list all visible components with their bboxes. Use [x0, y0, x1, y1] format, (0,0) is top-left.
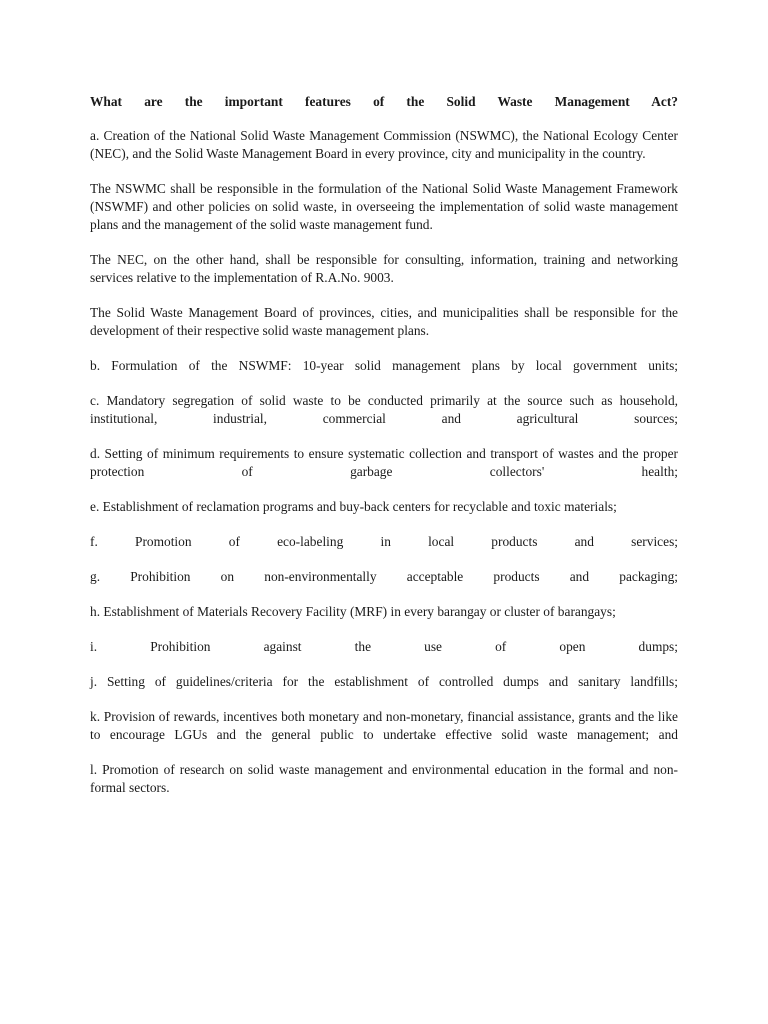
paragraph-d: d. Setting of minimum requirements to ensure systematic collection and transport of wastes and the proper protection of garbage collectors' health; [90, 446, 678, 479]
paragraph-l: l. Promotion of research on solid waste management and environmental education in the formal and non-formal sectors. [90, 762, 678, 795]
paragraph-nec: The NEC, on the other hand, shall be responsible for consulting, information, training and networking services relative to the implementation of R.A.No. 9003. [90, 252, 678, 285]
paragraph-j: j. Setting of guidelines/criteria for the establishment of controlled dumps and sanitary landfills; [90, 674, 678, 689]
paragraph-b: b. Formulation of the NSWMF: 10-year solid management plans by local government units; [90, 358, 678, 373]
paragraph-g: g. Prohibition on non-environmentally acceptable products and packaging; [90, 569, 678, 584]
paragraph-i: i. Prohibition against the use of open dumps; [90, 639, 678, 654]
paragraph-k: k. Provision of rewards, incentives both monetary and non-monetary, financial assistance, grants and the like to encourage LGUs and the general public to undertake effective solid waste management; and [90, 709, 678, 742]
paragraph-e: e. Establishment of reclamation programs and buy-back centers for recyclable and toxic materials; [90, 499, 617, 514]
paragraph-board: The Solid Waste Management Board of provinces, cities, and municipalities shall be responsible for the development of their respective solid waste management plans. [90, 305, 678, 338]
paragraph-f: f. Promotion of eco-labeling in local products and services; [90, 534, 678, 549]
paragraph-h: h. Establishment of Materials Recovery Facility (MRF) in every barangay or cluster of barangays; [90, 604, 616, 619]
document-title: What are the important features of the Solid Waste Management Act? [90, 94, 678, 109]
paragraph-nswmc: The NSWMC shall be responsible in the formulation of the National Solid Waste Management Framework (NSWMF) and other policies on solid waste, in overseeing the implementation of solid waste management plans and the management of the solid waste management fund. [90, 181, 678, 232]
document-page [90, 93, 678, 814]
paragraph-a: a. Creation of the National Solid Waste Management Commission (NSWMC), the National Ecology Center (NEC), and the Solid Waste Management Board in every province, city and municipality in the country. [90, 128, 678, 161]
paragraph-c: c. Mandatory segregation of solid waste to be conducted primarily at the source such as household, institutional, industrial, commercial and agricultural sources; [90, 393, 678, 426]
